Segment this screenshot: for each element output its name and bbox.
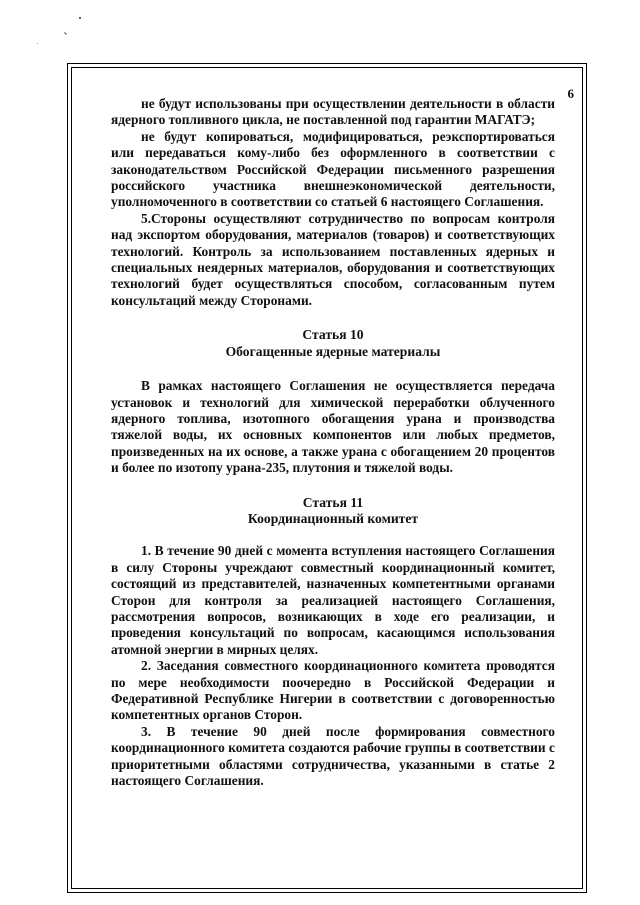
paragraph: не будут копироваться, модифицироваться, реэкспортироваться или передаваться кому-либо без оформленного в соответствии с законодательством Российской Федерации письменного разрешения российского участника внешнеэкономической деятельности, уполномоченного в соответствии со статьей 6 настоящего Соглашения.: [111, 128, 555, 210]
paragraph: 2. Заседания совместного координационного комитета проводятся по мере необходимости поочередно в Российской Федерации и Федеративной Республике Нигерии в соответствии с договоренностью компетентных органов Сторон.: [111, 658, 555, 723]
page-number: 6: [567, 86, 574, 101]
paragraph: 1. В течение 90 дней с момента вступления настоящего Соглашения в силу Стороны учреждают совместный координационный комитет, состоящий из представителей, назначенных компетентными органами Сторон для контроля за реализацией настоящего Соглашения, рассмотрения вопросов, возникающих в ходе его реализации, и проведения консультаций по вопросам, касающимся использования атомной энергии в мирных целях.: [111, 543, 555, 657]
article-11-title: Координационный комитет: [247, 510, 419, 526]
scan-speck: [79, 17, 81, 19]
paragraph: 5.Стороны осуществляют сотрудничество по вопросам контроля над экспортом оборудования, материалов (товаров) и соответствующих технологий. Контроль за использованием поставленных ядерных и специальных неядерных материалов, оборудования и соответствующих технологий будет осуществляться способом, согласованным путем консультаций между Сторонами.: [111, 210, 555, 308]
article-11-number: Статья 11: [302, 494, 364, 510]
paragraph: В рамках настоящего Соглашения не осуществляется передача установок и технологий для химической переработки облученного ядерного топлива, изотопного обогащения урана и производства тяжелой воды, их основных компонентов или любых предметов, произведенных на их основе, а также урана с обогащением 20 процентов и более по изотопу урана-235, плутония и тяжелой воды.: [111, 378, 555, 476]
article-10-number: Статья 10: [302, 327, 364, 343]
document-body: [111, 96, 555, 789]
paragraph: 3. В течение 90 дней после формирования совместного координационного комитета создаются рабочие группы в соответствии с приоритетными областями сотрудничества, указанными в статье 2 настоящего Соглашения.: [111, 723, 555, 789]
paragraph: не будут использованы при осуществлении деятельности в области ядерного топливного цикла, не поставленной под гарантии МАГАТЭ;: [111, 96, 555, 128]
scan-speck: [37, 43, 38, 44]
scan-speck: [64, 32, 67, 35]
article-10-title: Обогащенные ядерные материалы: [225, 343, 441, 359]
